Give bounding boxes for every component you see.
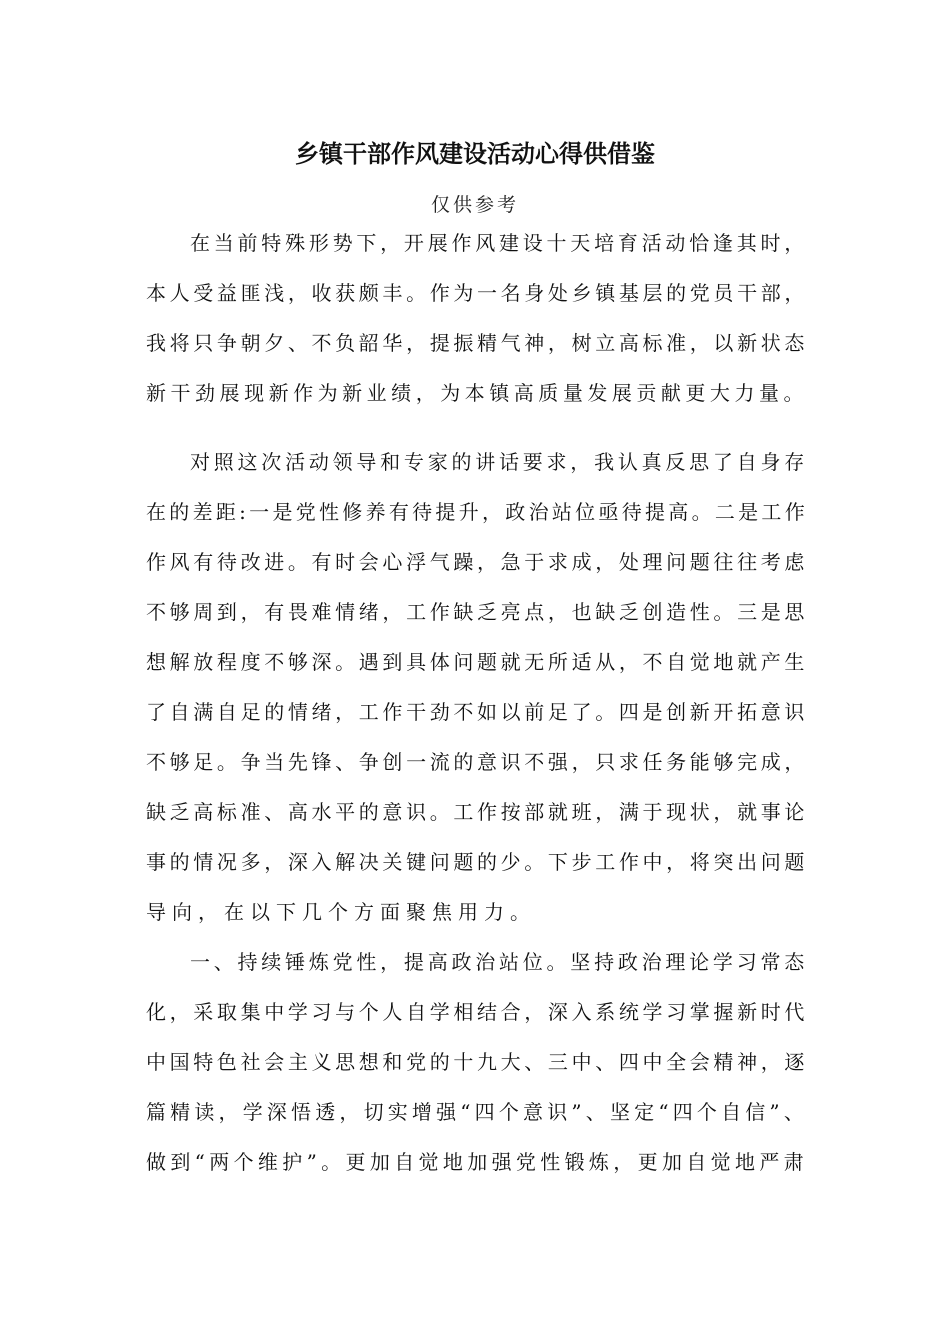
paragraph-line: 导向，在以下几个方面聚焦用力。	[146, 900, 536, 924]
paragraph	[146, 218, 808, 418]
document-subtitle: 仅供参考	[430, 194, 519, 216]
paragraph-line: 在当前特殊形势下，开展作风建设十天培育活动恰逢其时，	[190, 231, 808, 255]
paragraph-line: 在的差距:一是党性修养有待提升，政治站位亟待提高。二是工作	[146, 500, 808, 524]
paragraph-line: 做到“两个维护”。更加自觉地加强党性锻炼，更加自觉地严肃	[146, 1150, 808, 1174]
paragraph-line: 本人受益匪浅，收获颇丰。作为一名身处乡镇基层的党员干部，	[146, 281, 808, 305]
paragraph-line: 事的情况多，深入解决关键问题的少。下步工作中，将突出问题	[146, 850, 808, 874]
paragraph-line: 了自满自足的情绪，工作干劲不如以前足了。四是创新开拓意识	[146, 700, 808, 724]
paragraph-line: 作风有待改进。有时会心浮气躁，急于求成，处理问题往往考虑	[146, 550, 808, 574]
paragraph-line: 不够周到，有畏难情绪，工作缺乏亮点，也缺乏创造性。三是思	[146, 600, 808, 624]
paragraph-line: 新干劲展现新作为新业绩，为本镇高质量发展贡献更大力量。	[146, 381, 808, 405]
paragraph-line: 我将只争朝夕、不负韶华，提振精气神，树立高标准，以新状态	[146, 331, 808, 355]
paragraph-line: 缺乏高标准、高水平的意识。工作按部就班，满于现状，就事论	[146, 800, 808, 824]
paragraph-line: 化，采取集中学习与个人自学相结合，深入系统学习掌握新时代	[146, 1000, 808, 1024]
paragraph	[146, 437, 808, 937]
paragraph-line: 中国特色社会主义思想和党的十九大、三中、四中全会精神，逐	[146, 1050, 808, 1074]
paragraph-line: 不够足。争当先锋、争创一流的意识不强，只求任务能够完成，	[146, 750, 808, 774]
paragraph-line: 对照这次活动领导和专家的讲话要求，我认真反思了自身存	[190, 450, 808, 474]
paragraph-line: 一、持续锤炼党性，提高政治站位。坚持政治理论学习常态	[190, 950, 808, 974]
document-title: 乡镇干部作风建设活动心得供借鉴	[295, 139, 655, 168]
paragraph-line: 篇精读，学深悟透，切实增强“四个意识”、坚定“四个自信”、	[146, 1100, 808, 1124]
paragraph-line: 想解放程度不够深。遇到具体问题就无所适从，不自觉地就产生	[146, 650, 808, 674]
paragraph	[146, 937, 808, 1187]
